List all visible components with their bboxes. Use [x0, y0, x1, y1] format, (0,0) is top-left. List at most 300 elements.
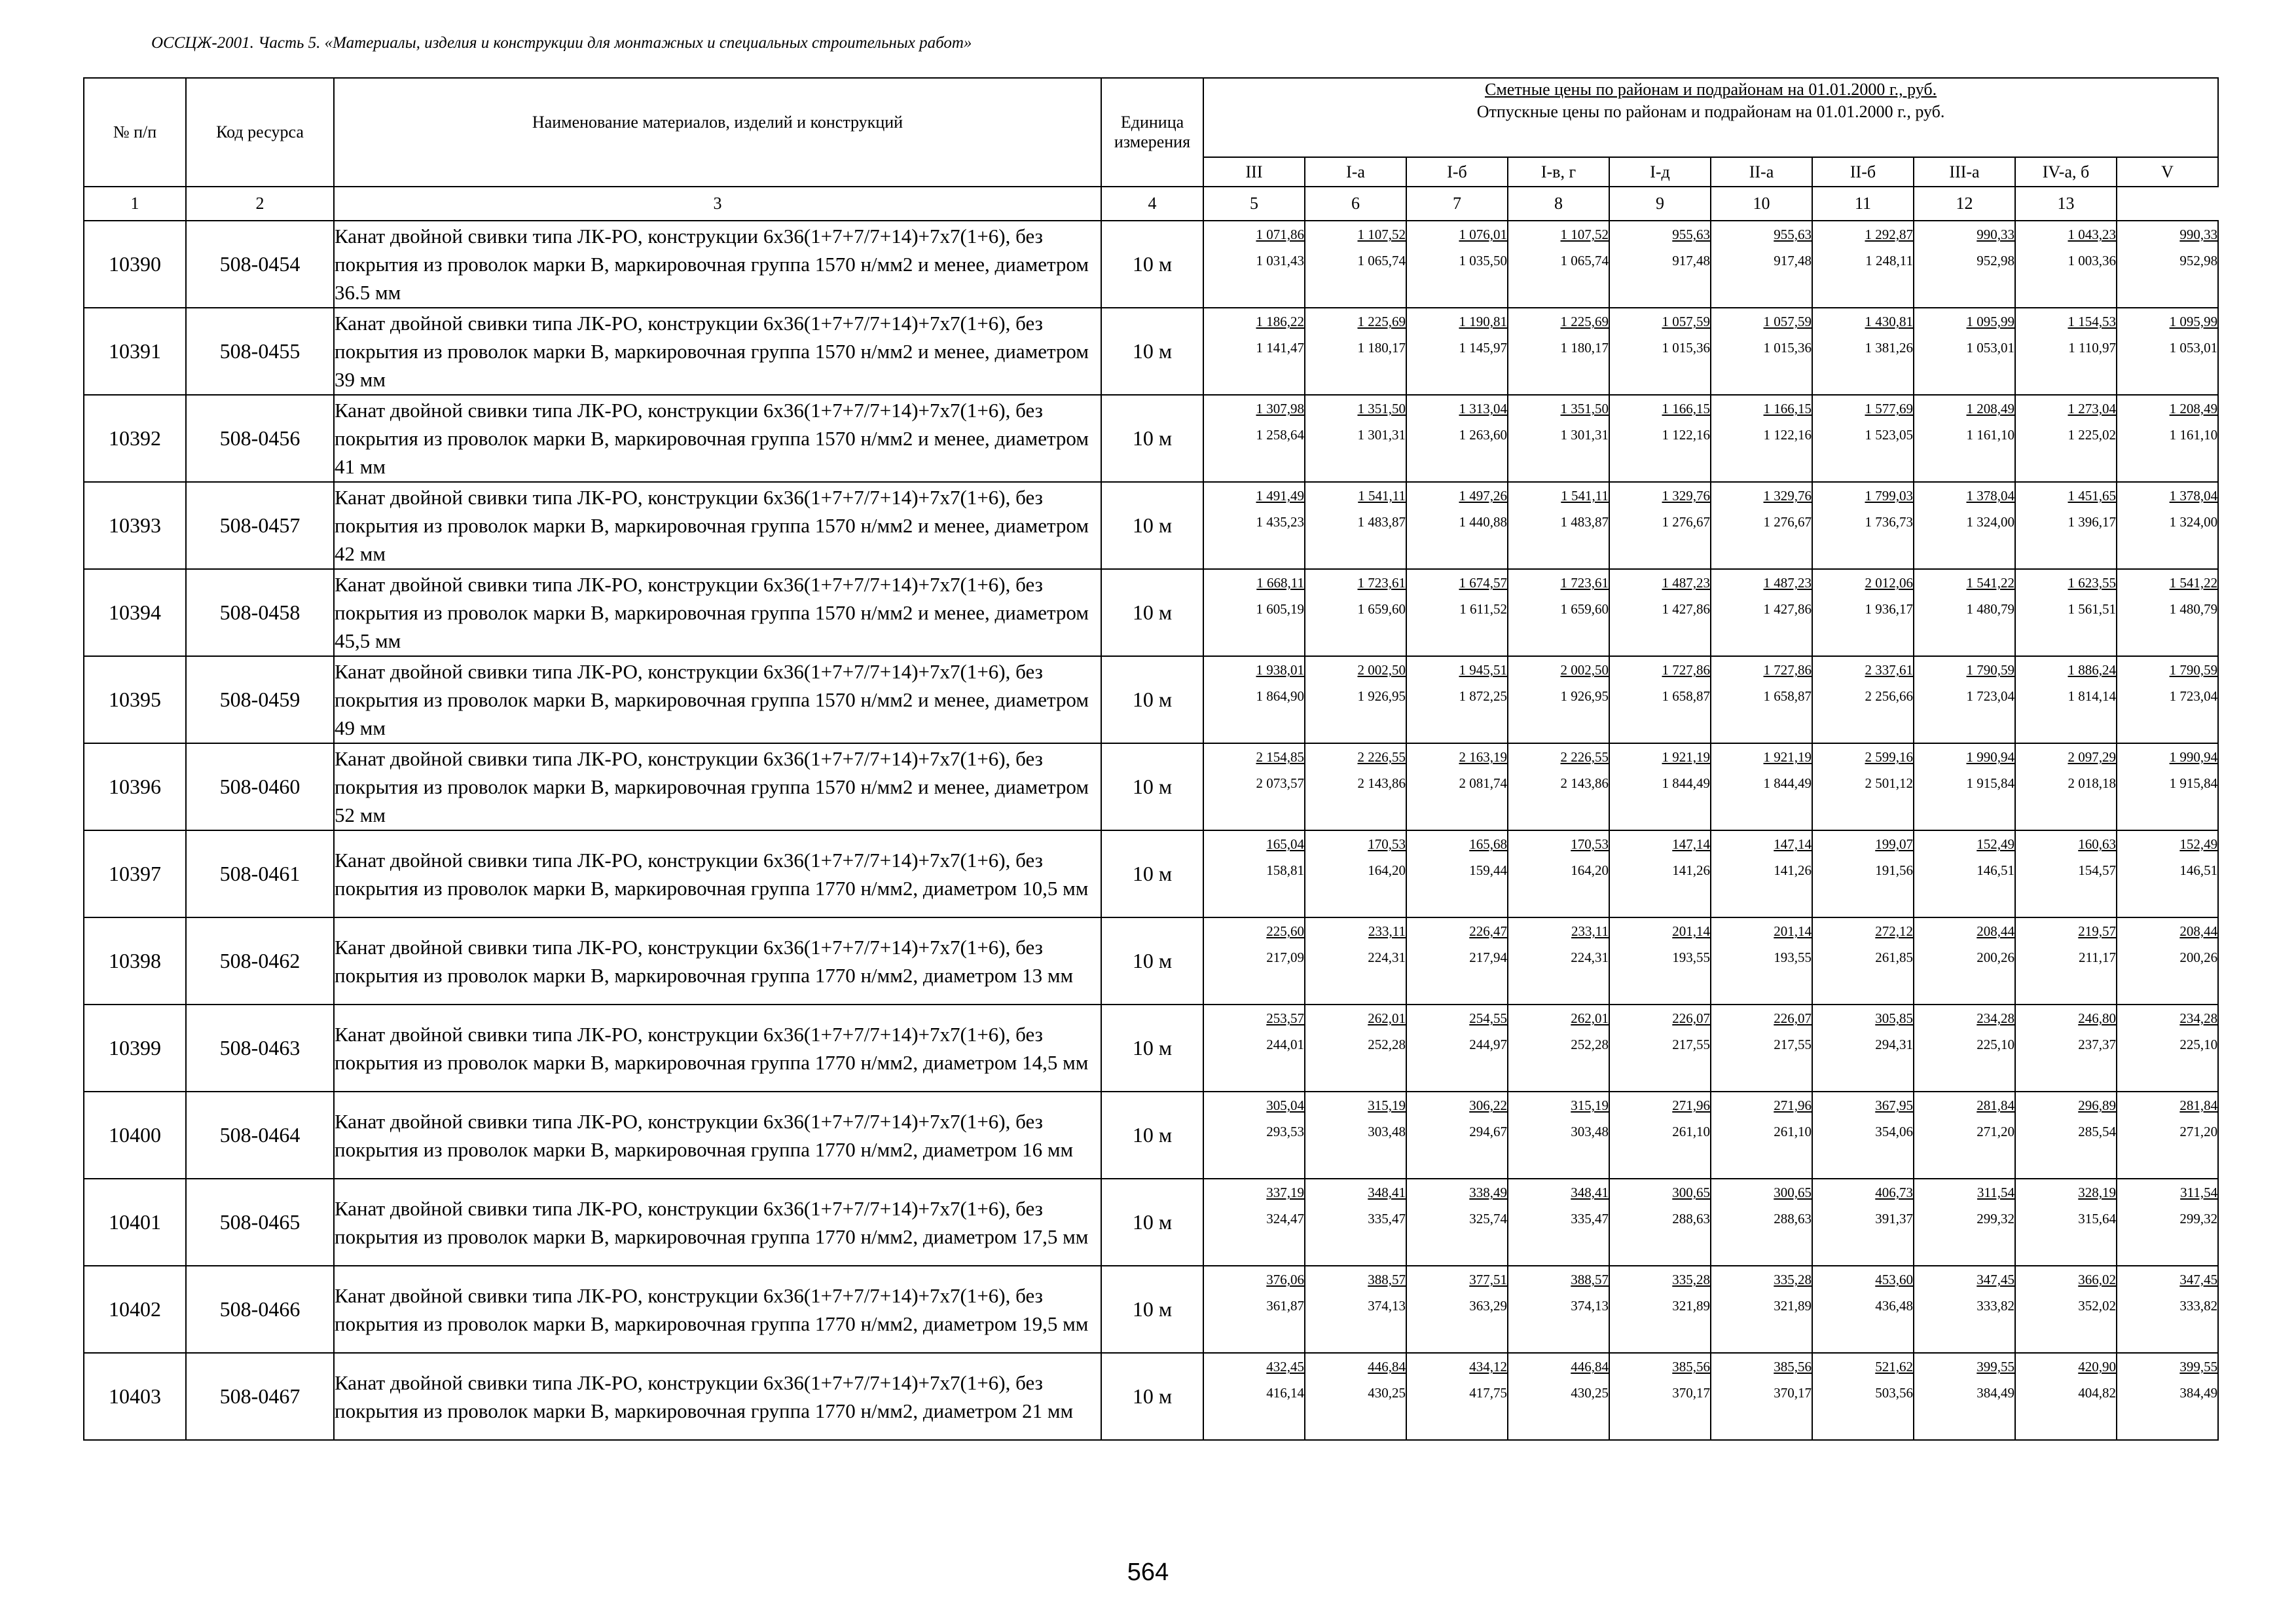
release-price: 1 659,60: [1357, 601, 1406, 617]
price-cell: [1914, 308, 2015, 395]
estimate-price: 226,07: [1774, 1010, 1812, 1026]
estimate-price: 226,07: [1672, 1010, 1710, 1026]
price-cell: [1203, 221, 1305, 308]
estimate-price: 432,45: [1266, 1359, 1304, 1375]
material-name: Канат двойной свивки типа ЛК-РО, конструкции 6х36(1+7+7/7+14)+7х7(1+6), без покрытия из проволок марки В, маркировочная группа 1770 н/мм2, диаметром 13 мм: [334, 917, 1101, 1005]
column-number: 7: [1406, 187, 1508, 221]
table-row: [84, 1353, 2218, 1440]
estimate-price: 208,44: [1977, 923, 2014, 939]
price-cell: [1812, 482, 1914, 569]
unit-of-measure: 10 м: [1101, 743, 1203, 830]
resource-code: 508-0455: [186, 308, 334, 395]
estimate-price: 1 095,99: [1966, 314, 2014, 329]
price-cell: [2015, 1266, 2117, 1353]
estimate-price: 1 292,87: [1865, 227, 1913, 242]
price-cell: [2015, 1179, 2117, 1266]
price-cell: [1203, 1092, 1305, 1179]
row-number: 10402: [84, 1266, 186, 1353]
release-price: 159,44: [1469, 862, 1507, 878]
header-unit: Единица измерения: [1101, 78, 1203, 187]
table-row: [84, 1005, 2218, 1092]
release-price: 1 611,52: [1459, 601, 1507, 617]
estimate-price: 1 668,11: [1256, 575, 1304, 591]
estimate-price: 1 727,86: [1662, 662, 1710, 678]
resource-code: 508-0465: [186, 1179, 334, 1266]
price-cell: [1609, 569, 1711, 656]
price-cell: [1609, 482, 1711, 569]
estimate-price: 328,19: [2078, 1185, 2116, 1200]
price-cell: [1203, 830, 1305, 917]
release-price: 333,82: [1977, 1298, 2014, 1314]
unit-of-measure: 10 м: [1101, 308, 1203, 395]
estimate-price: 388,57: [1368, 1272, 1406, 1287]
price-cell: [1914, 743, 2015, 830]
estimate-price: 347,45: [2179, 1272, 2218, 1287]
price-cell: [2015, 743, 2117, 830]
estimate-price: 335,28: [1672, 1272, 1710, 1287]
material-name: Канат двойной свивки типа ЛК-РО, конструкции 6х36(1+7+7/7+14)+7х7(1+6), без покрытия из проволок марки В, маркировочная группа 1570 н/мм2 и менее, диаметром 52 мм: [334, 743, 1101, 830]
estimate-price: 1 430,81: [1865, 314, 1913, 329]
price-cell: [1203, 308, 1305, 395]
release-price: 2 018,18: [2068, 775, 2116, 791]
estimate-price: 347,45: [1977, 1272, 2014, 1287]
price-cell: [1508, 1266, 1609, 1353]
estimate-price: 376,06: [1266, 1272, 1304, 1287]
release-price: 158,81: [1266, 862, 1304, 878]
estimate-price: 446,84: [1368, 1359, 1406, 1375]
release-price: 225,10: [1977, 1037, 2014, 1052]
release-price: 1 141,47: [1256, 340, 1304, 356]
release-price: 430,25: [1368, 1385, 1406, 1401]
estimate-price: 1 043,23: [2068, 227, 2116, 242]
price-cell: [2117, 308, 2218, 395]
estimate-price: 1 945,51: [1459, 662, 1507, 678]
price-cell: [1508, 395, 1609, 482]
estimate-price: 1 107,52: [1357, 227, 1406, 242]
estimate-price: 955,63: [1774, 227, 1812, 242]
price-cell: [2015, 656, 2117, 743]
estimate-price: 348,41: [1368, 1185, 1406, 1200]
price-cell: [1203, 569, 1305, 656]
unit-of-measure: 10 м: [1101, 221, 1203, 308]
release-price: 303,48: [1571, 1124, 1609, 1139]
estimate-price: 147,14: [1774, 836, 1812, 852]
release-price: 1 440,88: [1459, 514, 1507, 530]
price-cell: [1203, 482, 1305, 569]
release-price: 335,47: [1571, 1211, 1609, 1227]
price-cell: [1711, 308, 1812, 395]
release-price: 193,55: [1672, 950, 1710, 965]
estimate-price: 1 790,59: [1966, 662, 2014, 678]
release-price: 2 143,86: [1560, 775, 1609, 791]
row-number: 10401: [84, 1179, 186, 1266]
release-price: 293,53: [1266, 1124, 1304, 1139]
table-row: [84, 917, 2218, 1005]
release-price: 211,17: [2079, 950, 2116, 965]
release-price: 1 915,84: [1966, 775, 2014, 791]
material-name: Канат двойной свивки типа ЛК-РО, конструкции 6х36(1+7+7/7+14)+7х7(1+6), без покрытия из проволок марки В, маркировочная группа 1570 н/мм2 и менее, диаметром 49 мм: [334, 656, 1101, 743]
table-row: [84, 569, 2218, 656]
price-cell: [1406, 656, 1508, 743]
row-number: 10397: [84, 830, 186, 917]
estimate-price: 2 226,55: [1357, 749, 1406, 765]
header-region: I-б: [1406, 157, 1508, 187]
price-cell: [1406, 569, 1508, 656]
price-cell: [1812, 221, 1914, 308]
release-price: 363,29: [1469, 1298, 1507, 1314]
column-number: 13: [2015, 187, 2117, 221]
release-price: 1 723,04: [2169, 688, 2218, 704]
table-row: [84, 221, 2218, 308]
estimate-price: 234,28: [1977, 1010, 2014, 1026]
release-price: 1 926,95: [1357, 688, 1406, 704]
price-cell: [1508, 482, 1609, 569]
estimate-price: 233,11: [1368, 923, 1406, 939]
header-region: III: [1203, 157, 1305, 187]
price-cell: [1609, 1005, 1711, 1092]
release-price: 1 435,23: [1256, 514, 1304, 530]
release-price: 1 065,74: [1560, 253, 1609, 268]
release-price: 1 723,04: [1966, 688, 2014, 704]
estimate-price: 170,53: [1368, 836, 1406, 852]
resource-code: 508-0462: [186, 917, 334, 1005]
estimate-price: 1 154,53: [2068, 314, 2116, 329]
release-price: 1 015,36: [1662, 340, 1710, 356]
estimate-price: 1 378,04: [1966, 488, 2014, 504]
estimate-price: 253,57: [1266, 1010, 1304, 1026]
price-cell: [1914, 482, 2015, 569]
estimate-price: 2 163,19: [1459, 749, 1507, 765]
material-name: Канат двойной свивки типа ЛК-РО, конструкции 6х36(1+7+7/7+14)+7х7(1+6), без покрытия из проволок марки В, маркировочная группа 1770 н/мм2, диаметром 16 мм: [334, 1092, 1101, 1179]
price-cell: [1711, 1353, 1812, 1440]
price-cell: [1711, 1266, 1812, 1353]
estimate-price: 1 938,01: [1256, 662, 1304, 678]
estimate-price: 165,04: [1266, 836, 1304, 852]
price-cell: [2015, 1092, 2117, 1179]
header-prices-estimate: Сметные цены по районам и подрайонам на 01.01.2000 г., руб.: [1484, 80, 1937, 99]
unit-of-measure: 10 м: [1101, 569, 1203, 656]
release-price: 1 065,74: [1357, 253, 1406, 268]
estimate-price: 446,84: [1571, 1359, 1609, 1375]
estimate-price: 201,14: [1774, 923, 1812, 939]
price-cell: [1406, 395, 1508, 482]
estimate-price: 1 491,49: [1256, 488, 1304, 504]
estimate-price: 385,56: [1774, 1359, 1812, 1375]
price-cell: [2117, 917, 2218, 1005]
price-cell: [1812, 1353, 1914, 1440]
estimate-price: 1 990,94: [2169, 749, 2218, 765]
estimate-price: 1 487,23: [1763, 575, 1812, 591]
release-price: 354,06: [1875, 1124, 1913, 1139]
resource-code: 508-0460: [186, 743, 334, 830]
release-price: 374,13: [1368, 1298, 1406, 1314]
column-number: 11: [1812, 187, 1914, 221]
header-prices-release: Отпускные цены по районам и подрайонам на 01.01.2000 г., руб.: [1476, 102, 1945, 121]
estimate-price: 1 351,50: [1560, 401, 1609, 416]
resource-code: 508-0458: [186, 569, 334, 656]
price-cell: [1914, 1005, 2015, 1092]
estimate-price: 1 921,19: [1662, 749, 1710, 765]
price-cell: [2117, 743, 2218, 830]
column-number: 2: [186, 187, 334, 221]
price-cell: [1508, 656, 1609, 743]
release-price: 2 073,57: [1256, 775, 1304, 791]
price-cell: [1406, 221, 1508, 308]
price-cell: [1914, 1179, 2015, 1266]
price-cell: [1406, 1353, 1508, 1440]
header-region: V: [2117, 157, 2218, 187]
price-cell: [1406, 308, 1508, 395]
price-cell: [2117, 395, 2218, 482]
header-region: I-д: [1609, 157, 1711, 187]
price-cell: [1711, 656, 1812, 743]
release-price: 1 381,26: [1865, 340, 1913, 356]
estimate-price: 1 166,15: [1662, 401, 1710, 416]
estimate-price: 1 487,23: [1662, 575, 1710, 591]
release-price: 1 180,17: [1357, 340, 1406, 356]
release-price: 200,26: [1977, 950, 2014, 965]
material-name: Канат двойной свивки типа ЛК-РО, конструкции 6х36(1+7+7/7+14)+7х7(1+6), без покрытия из проволок марки В, маркировочная группа 1570 н/мм2 и менее, диаметром 39 мм: [334, 308, 1101, 395]
price-cell: [1711, 1005, 1812, 1092]
release-price: 1 736,73: [1865, 514, 1913, 530]
release-price: 333,82: [2179, 1298, 2218, 1314]
price-cell: [1914, 1092, 2015, 1179]
column-number: 9: [1609, 187, 1711, 221]
column-number: 6: [1305, 187, 1406, 221]
release-price: 2 501,12: [1865, 775, 1913, 791]
release-price: 1 301,31: [1357, 427, 1406, 443]
price-cell: [2117, 1179, 2218, 1266]
price-cell: [1609, 743, 1711, 830]
estimate-price: 1 057,59: [1763, 314, 1812, 329]
header-code: Код ресурса: [186, 78, 334, 187]
column-number: 10: [1711, 187, 1812, 221]
release-price: 294,31: [1875, 1037, 1913, 1052]
release-price: 352,02: [2078, 1298, 2116, 1314]
price-cell: [1508, 221, 1609, 308]
unit-of-measure: 10 м: [1101, 917, 1203, 1005]
release-price: 261,10: [1774, 1124, 1812, 1139]
price-cell: [2117, 1092, 2218, 1179]
resource-code: 508-0461: [186, 830, 334, 917]
release-price: 224,31: [1368, 950, 1406, 965]
estimate-price: 219,57: [2078, 923, 2116, 939]
estimate-price: 311,54: [1977, 1185, 2014, 1200]
price-cell: [1305, 743, 1406, 830]
estimate-price: 2 154,85: [1256, 749, 1304, 765]
estimate-price: 152,49: [1977, 836, 2014, 852]
row-number: 10393: [84, 482, 186, 569]
price-cell: [2117, 830, 2218, 917]
estimate-price: 399,55: [2179, 1359, 2218, 1375]
price-cell: [1812, 1266, 1914, 1353]
resource-code: 508-0463: [186, 1005, 334, 1092]
estimate-price: 234,28: [2179, 1010, 2218, 1026]
release-price: 1 523,05: [1865, 427, 1913, 443]
estimate-price: 2 226,55: [1560, 749, 1609, 765]
resource-code: 508-0464: [186, 1092, 334, 1179]
release-price: 141,26: [1672, 862, 1710, 878]
column-number: 1: [84, 187, 186, 221]
release-price: 1 053,01: [1966, 340, 2014, 356]
estimate-price: 406,73: [1875, 1185, 1913, 1200]
price-cell: [1609, 1179, 1711, 1266]
estimate-price: 1 095,99: [2169, 314, 2218, 329]
price-cell: [2015, 1005, 2117, 1092]
estimate-price: 990,33: [1977, 227, 2014, 242]
estimate-price: 281,84: [2179, 1098, 2218, 1113]
price-cell: [1812, 1005, 1914, 1092]
price-cell: [1812, 308, 1914, 395]
release-price: 252,28: [1368, 1037, 1406, 1052]
release-price: 2 143,86: [1357, 775, 1406, 791]
price-cell: [1406, 1266, 1508, 1353]
release-price: 325,74: [1469, 1211, 1507, 1227]
price-cell: [1305, 830, 1406, 917]
price-cell: [1914, 1353, 2015, 1440]
header-num: № п/п: [84, 78, 186, 187]
release-price: 1 483,87: [1357, 514, 1406, 530]
release-price: 224,31: [1571, 950, 1609, 965]
price-cell: [1508, 917, 1609, 1005]
estimate-price: 521,62: [1875, 1359, 1913, 1375]
release-price: 1 110,97: [2068, 340, 2116, 356]
estimate-price: 2 337,61: [1865, 662, 1913, 678]
release-price: 217,55: [1774, 1037, 1812, 1052]
header-region: II-б: [1812, 157, 1914, 187]
price-cell: [1609, 656, 1711, 743]
price-cell: [1812, 1179, 1914, 1266]
estimate-price: 271,96: [1774, 1098, 1812, 1113]
price-cell: [1406, 917, 1508, 1005]
row-number: 10400: [84, 1092, 186, 1179]
price-cell: [1609, 1092, 1711, 1179]
price-cell: [1508, 1179, 1609, 1266]
column-number: 3: [334, 187, 1101, 221]
price-cell: [1406, 1179, 1508, 1266]
price-cell: [1508, 1092, 1609, 1179]
estimate-price: 990,33: [2179, 227, 2218, 242]
price-cell: [2117, 1353, 2218, 1440]
estimate-price: 2 002,50: [1357, 662, 1406, 678]
price-cell: [2015, 830, 2117, 917]
estimate-price: 152,49: [2179, 836, 2218, 852]
price-cell: [1508, 1353, 1609, 1440]
price-cell: [1203, 1266, 1305, 1353]
release-price: 1 145,97: [1459, 340, 1507, 356]
price-cell: [1508, 830, 1609, 917]
release-price: 917,48: [1774, 253, 1812, 268]
estimate-price: 1 541,11: [1358, 488, 1406, 504]
estimate-price: 348,41: [1571, 1185, 1609, 1200]
estimate-price: 1 799,03: [1865, 488, 1913, 504]
release-price: 315,64: [2078, 1211, 2116, 1227]
estimate-price: 147,14: [1672, 836, 1710, 852]
price-cell: [1711, 830, 1812, 917]
table-row: [84, 482, 2218, 569]
estimate-price: 199,07: [1875, 836, 1913, 852]
price-cell: [2117, 1005, 2218, 1092]
price-cell: [1406, 482, 1508, 569]
estimate-price: 955,63: [1672, 227, 1710, 242]
price-cell: [1812, 569, 1914, 656]
estimate-price: 399,55: [1977, 1359, 2014, 1375]
estimate-price: 1 577,69: [1865, 401, 1913, 416]
estimate-price: 305,85: [1875, 1010, 1913, 1026]
estimate-price: 271,96: [1672, 1098, 1710, 1113]
header-region: III-а: [1914, 157, 2015, 187]
header-region: II-а: [1711, 157, 1812, 187]
estimate-price: 1 723,61: [1357, 575, 1406, 591]
table-row: [84, 1092, 2218, 1179]
release-price: 1 864,90: [1256, 688, 1304, 704]
release-price: 271,20: [1977, 1124, 2014, 1139]
price-cell: [2015, 1353, 2117, 1440]
release-price: 164,20: [1571, 862, 1609, 878]
price-cell: [2117, 482, 2218, 569]
material-name: Канат двойной свивки типа ЛК-РО, конструкции 6х36(1+7+7/7+14)+7х7(1+6), без покрытия из проволок марки В, маркировочная группа 1570 н/мм2 и менее, диаметром 45,5 мм: [334, 569, 1101, 656]
header-prices: [1203, 78, 2218, 157]
release-price: 146,51: [2179, 862, 2218, 878]
estimate-price: 453,60: [1875, 1272, 1913, 1287]
price-cell: [1711, 395, 1812, 482]
estimate-price: 1 208,49: [2169, 401, 2218, 416]
resource-code: 508-0457: [186, 482, 334, 569]
resource-code: 508-0466: [186, 1266, 334, 1353]
material-name: Канат двойной свивки типа ЛК-РО, конструкции 6х36(1+7+7/7+14)+7х7(1+6), без покрытия из проволок марки В, маркировочная группа 1570 н/мм2 и менее, диаметром 41 мм: [334, 395, 1101, 482]
price-cell: [2117, 1266, 2218, 1353]
price-cell: [1812, 743, 1914, 830]
estimate-price: 1 790,59: [2169, 662, 2218, 678]
release-price: 404,82: [2078, 1385, 2116, 1401]
release-price: 2 256,66: [1865, 688, 1913, 704]
estimate-price: 366,02: [2078, 1272, 2116, 1287]
estimate-price: 254,55: [1469, 1010, 1507, 1026]
price-cell: [1406, 830, 1508, 917]
price-cell: [1914, 395, 2015, 482]
price-cell: [1305, 569, 1406, 656]
release-price: 370,17: [1672, 1385, 1710, 1401]
price-cell: [1203, 1353, 1305, 1440]
header-region: I-а: [1305, 157, 1406, 187]
release-price: 324,47: [1266, 1211, 1304, 1227]
estimate-price: 160,63: [2078, 836, 2116, 852]
unit-of-measure: 10 м: [1101, 1092, 1203, 1179]
header-region: I-в, г: [1508, 157, 1609, 187]
estimate-price: 1 451,65: [2068, 488, 2116, 504]
estimate-price: 1 990,94: [1966, 749, 2014, 765]
release-price: 1 480,79: [2169, 601, 2218, 617]
resource-code: 508-0456: [186, 395, 334, 482]
row-number: 10403: [84, 1353, 186, 1440]
row-number: 10398: [84, 917, 186, 1005]
price-cell: [1406, 1092, 1508, 1179]
release-price: 191,56: [1875, 862, 1913, 878]
release-price: 370,17: [1774, 1385, 1812, 1401]
material-name: Канат двойной свивки типа ЛК-РО, конструкции 6х36(1+7+7/7+14)+7х7(1+6), без покрытия из проволок марки В, маркировочная группа 1770 н/мм2, диаметром 19,5 мм: [334, 1266, 1101, 1353]
estimate-price: 1 541,11: [1561, 488, 1609, 504]
estimate-price: 377,51: [1469, 1272, 1507, 1287]
release-price: 217,94: [1469, 950, 1507, 965]
price-cell: [1914, 656, 2015, 743]
release-price: 252,28: [1571, 1037, 1609, 1052]
release-price: 1 872,25: [1459, 688, 1507, 704]
column-number: 4: [1101, 187, 1203, 221]
price-cell: [1203, 743, 1305, 830]
table-row: [84, 395, 2218, 482]
price-cell: [2015, 482, 2117, 569]
release-price: 1 396,17: [2068, 514, 2116, 530]
